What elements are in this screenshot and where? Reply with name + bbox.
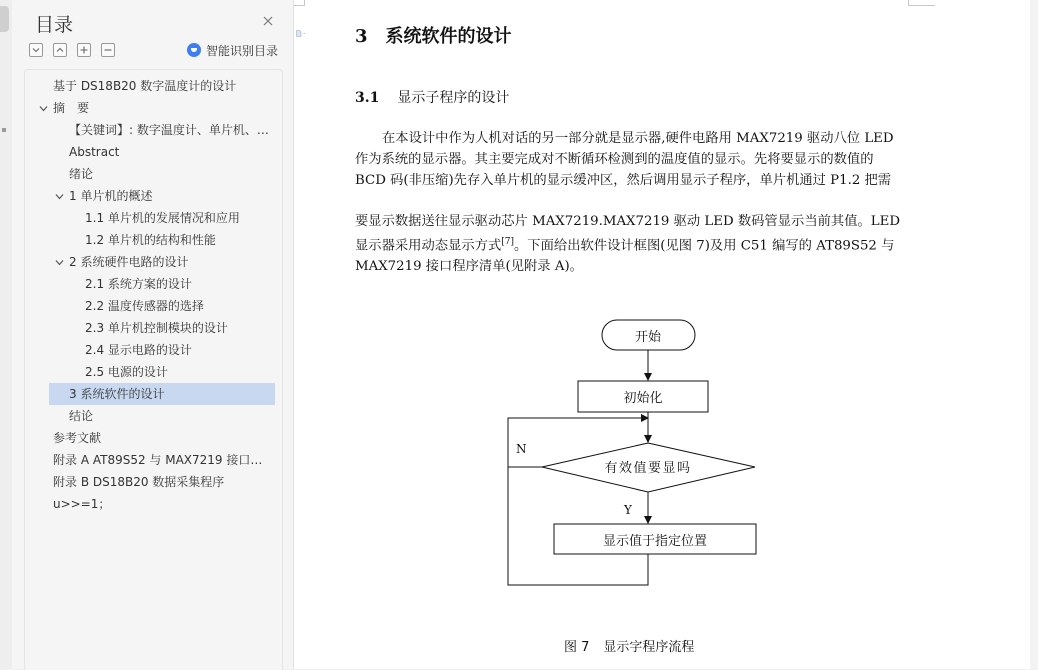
heading-text: 系统软件的设计 (385, 26, 512, 47)
toc-item-label: 2.4 显示电路的设计 (85, 343, 192, 357)
flow-init-node (578, 381, 708, 412)
figure-caption (564, 636, 694, 655)
heading-1 (355, 22, 512, 48)
flow-decision-label: 有效值要显吗 (604, 460, 692, 475)
toc-item[interactable] (25, 229, 282, 251)
remove-heading-icon[interactable] (101, 43, 115, 57)
toc-item[interactable] (25, 273, 282, 295)
paragraph-line: 要显示数据送往显示驱动芯片 MAX7219.MAX7219 驱动 LED 数码管显示当前其值。LED (355, 214, 900, 229)
toc-item[interactable] (25, 185, 282, 207)
toc-item[interactable] (49, 383, 275, 405)
paragraph-line: 在本设计中作为人机对话的另一部分就是显示器,硬件电路用 MAX7219 驱动八位 LED (382, 131, 894, 146)
flow-display-label: 显示值于指定位置 (602, 533, 708, 548)
heading-text: 显示子程序的设计 (397, 90, 510, 106)
document-page (294, 0, 1030, 669)
heading-number: 3 (355, 26, 368, 47)
toc-item[interactable] (25, 75, 282, 97)
citation-ref[interactable]: [7] (501, 237, 515, 247)
toc-item-label: 2.2 温度传感器的选择 (85, 299, 204, 313)
paragraph-line: MAX7219 接口程序清单(见附录 A)。 (355, 259, 583, 275)
toc-item[interactable] (25, 163, 282, 185)
page-corner-mark (908, 0, 935, 6)
paragraph-line (355, 232, 900, 256)
flow-no-label: N (516, 442, 527, 456)
toc-item-label: Abstract (69, 145, 120, 159)
paragraph-line: BCD 码(非压缩)先存入单片机的显示缓冲区，然后调用显示子程序，单片机通过 P1.2 把需 (355, 173, 892, 188)
toc-item[interactable] (25, 119, 282, 141)
figure-title: 显示字程序流程 (603, 640, 695, 655)
heading-2 (355, 87, 509, 107)
add-heading-icon[interactable] (77, 43, 91, 57)
toc-list (24, 69, 283, 670)
toc-item[interactable] (25, 405, 282, 427)
chevron-down-icon[interactable] (55, 192, 64, 201)
left-edge-strip (0, 0, 12, 669)
close-icon[interactable] (261, 14, 275, 28)
vertical-scrollbar[interactable] (1030, 0, 1038, 669)
toc-item[interactable] (25, 295, 282, 317)
flowchart (294, 300, 1030, 630)
paragraph-text: 。下面给出软件设计框图(见图 7)及用 C51 编写的 AT89S52 与 (514, 238, 895, 254)
toc-item-label: u>>=1； (53, 497, 111, 511)
toc-item-label: 附录 B DS18B20 数据采集程序 (53, 475, 225, 489)
flow-init-label: 初始化 (623, 390, 663, 405)
toc-item[interactable] (25, 471, 282, 493)
toc-item[interactable] (25, 207, 282, 229)
expand-all-icon[interactable] (53, 43, 67, 57)
panel-title: 目录 (35, 14, 74, 36)
toc-item-label: 绪论 (69, 167, 94, 181)
strip-marker (2, 128, 6, 132)
toc-item[interactable] (25, 141, 282, 163)
toc-item[interactable] (25, 427, 282, 449)
toc-item-label: 1 单片机的概述 (69, 189, 153, 203)
ai-icon (187, 43, 201, 57)
chevron-down-icon[interactable] (39, 104, 48, 113)
figure-number: 图 7 (564, 640, 590, 655)
paragraph-text: 显示器采用动态显示方式 (355, 238, 502, 254)
toc-item[interactable] (25, 317, 282, 339)
toc-item-label: 基于 DS18B20 数字温度计的设计 (53, 79, 237, 93)
toc-item[interactable] (25, 97, 282, 119)
page-corner-mark (294, 0, 305, 6)
flow-start-node (602, 320, 695, 350)
paragraph (355, 211, 900, 277)
chevron-down-icon[interactable] (55, 258, 64, 267)
toc-item-label: 1.2 单片机的结构和性能 (85, 233, 216, 247)
smart-toc-button[interactable] (187, 42, 278, 59)
toc-item-label: 1.1 单片机的发展情况和应用 (85, 211, 240, 225)
paragraph-line: 作为系统的显示器。其主要完成对不断循环检测到的温度值的显示。先将要显示的数值的 (355, 152, 874, 167)
toc-item[interactable] (25, 449, 282, 471)
toc-item-label: 2.5 电源的设计 (85, 365, 168, 379)
collapse-all-icon[interactable] (29, 43, 43, 57)
toc-item-label: 摘 要 (53, 101, 90, 115)
paragraph (355, 128, 894, 191)
toc-panel (12, 0, 294, 669)
toc-item-label: 2.3 单片机控制模块的设计 (85, 321, 228, 335)
toc-item[interactable] (25, 493, 282, 515)
flow-loop-line (508, 418, 648, 585)
toc-item-label: 参考文献 (53, 431, 102, 445)
flow-yes-label: Y (624, 503, 632, 517)
flow-decision-node (542, 443, 755, 492)
toc-item-label: 结论 (69, 409, 94, 423)
toc-item[interactable] (25, 251, 282, 273)
document-icon[interactable] (296, 27, 307, 40)
flow-display-node (554, 524, 756, 554)
toc-item-label: 附录 A AT89S52 与 MAX7219 接口… (53, 453, 263, 467)
strip-handle[interactable] (0, 6, 9, 32)
toc-item-label: 2.1 系统方案的设计 (85, 277, 192, 291)
flow-start-label: 开始 (634, 329, 662, 344)
toc-item-label: 2 系统硬件电路的设计 (69, 255, 189, 269)
smart-toc-label: 智能识别目录 (206, 44, 279, 58)
heading-number: 3.1 (355, 90, 380, 106)
toc-item-label: 3 系统软件的设计 (69, 387, 165, 401)
toc-item[interactable] (25, 361, 282, 383)
toc-item-label: 【关键词】: 数字温度计、单片机、… (69, 123, 269, 137)
toc-item[interactable] (25, 339, 282, 361)
